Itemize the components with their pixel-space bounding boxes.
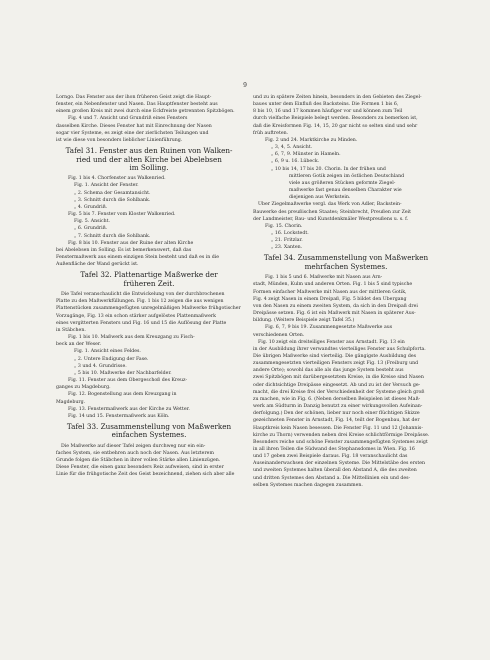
text-line: mittleren Gotik zeigen im östlichen Deutschland bbox=[289, 173, 405, 179]
text-line: Fig. 12. Bogenstellung aus dem Kreuzgang in bbox=[68, 392, 177, 398]
section-heading: Tafel 33. Zusammenstellung von Maßwerken einfachen Systemes. bbox=[66, 421, 232, 440]
text-line: Fig. 4 und 7. Ansicht und Grundriß eines Fensters bbox=[68, 116, 188, 122]
text-line: macht, die drei Kreise frei der Verschiedenheit der Systeme gleich groß bbox=[253, 389, 425, 395]
text-line: „ 7. Schnitt durch die Sohlbank. bbox=[74, 233, 151, 239]
text-line: sogar vier Systeme, es zeigt eine der zierlichsten Teilungen und bbox=[56, 130, 209, 136]
text-line: Fig. 5 bis 7. Fenster vom Kloster Walkenried. bbox=[68, 212, 176, 218]
text-line: „ 3, 4, 5. Ansicht. bbox=[271, 145, 313, 151]
text-line: durch vielfache Beispiele belegt werden. Besonders zu bemerken ist, bbox=[253, 116, 418, 122]
section-heading: Tafel 32. Plattenartige Maßwerke der früheren Zeit. bbox=[80, 270, 218, 288]
text-line: verschiedenen Orten. bbox=[253, 332, 305, 338]
text-line: Fig. 11. Fenster aus dem Obergeschoß des Kreuz- bbox=[68, 378, 188, 384]
text-line: Fig. 2 und 24. Marktkirche zu Minden. bbox=[265, 137, 358, 143]
text-line: Lorngo. Das Fenster aus der ihon früheren Geist zeigt die Haupt- bbox=[56, 95, 212, 100]
text-line: Die Maßwerke auf dieser Tafel zeigen durchweg nur ein ein- bbox=[61, 443, 206, 449]
text-line: „ 5 bis 10. Maßwerke der Nachbarfelder. bbox=[74, 370, 172, 376]
text-line: stadt, Münden, Kulm und anderen Orten. Fig. 1 bis 5 sind typische bbox=[253, 282, 413, 288]
text-line: Fig. 8 bis 10. Fenster aus der Ruine der alten Kirche bbox=[68, 240, 194, 246]
text-line: „ 21. Fritzlar. bbox=[271, 238, 303, 244]
text-line: „ 6, 9 u. 16. Lübeck. bbox=[271, 159, 320, 165]
text-line: 8 bis 10, 16 und 17 kommen häufiger vor und können zum Teil bbox=[253, 109, 403, 115]
text-line: einem großen Kreis mit zwei durch eine Eckfreiste getrennten Spitzbögen. bbox=[56, 109, 235, 115]
text-line: Fig. 1 bis 4. Chorfenster aus Walkenried. bbox=[68, 176, 166, 182]
text-line: Fig. 1 bis 10. Maßwerk aus dem Kreuzgang zu Fisch- bbox=[68, 335, 195, 341]
text-line: Grunde folgen die Stäbchen in ihrer vollen Stärke allen Linienzügen. bbox=[56, 458, 221, 464]
text-line: Fig. 1. Ansicht eines Feldes. bbox=[74, 349, 141, 355]
text-line: „ 4. Grundriß. bbox=[74, 204, 108, 210]
text-line: in der Ausbildung ihrer verwandtes vierteiliges Fenster aus Schulpforta. bbox=[253, 346, 426, 352]
text-line: Fig. 14 und 15. Fenstermaßwerk aus Köln. bbox=[68, 413, 170, 419]
text-line: oder dichtsichtige Dreipässe eingesetzt. Ab und zu ist der Versuch ge- bbox=[253, 382, 421, 388]
text-line: Plattenstücken zusammengefügten unregelmäßigen Maßwerke frühgotischer bbox=[56, 306, 241, 312]
text-line: in all ihren Teilen die Südwand des Stephansdomes in Wien. Fig. 16 bbox=[253, 447, 415, 452]
section-heading: Tafel 34. Zusammenstellung von Maßwerken mehrfachen Systemes. bbox=[263, 253, 429, 271]
text-line: zusammengesetzten vierteiligen Fensters zeigt Fig. 13 (Freiburg und bbox=[253, 361, 419, 367]
text-line: „ 6. Grundriß. bbox=[74, 226, 108, 232]
text-line: Die übrigen Maßwerke sind vierteilig. Die gängigste Ausbildung des bbox=[253, 353, 417, 359]
text-line: und zu in spätere Zeiten hinein, besonders in den Gebieten des Ziegel- bbox=[253, 95, 422, 100]
left-text-column bbox=[56, 94, 242, 479]
text-line: der Landmeister, Bau- und Kunstdenkmäler Westpreußens u. s. f. bbox=[253, 216, 409, 222]
text-line: von den Nasen zu einem zweiten System, da sich in den Dreipaß drei bbox=[253, 303, 418, 309]
text-line: Fig. 1. Ansicht der Fenster. bbox=[74, 183, 139, 189]
text-line: Außenfläche der Wand gerückt ist. bbox=[56, 262, 139, 268]
text-line: eines vergitterten Fensters und Fig. 16 und 15 die Auflösung der Platte bbox=[56, 320, 227, 326]
text-line: maßwerke fast genau denselben Charakter wie bbox=[289, 188, 402, 194]
text-line: „ 16. Lockstedt. bbox=[271, 230, 309, 236]
text-line: derfolgung.) Den der schönen, lieber nur noch einer flüchtigen Skizze bbox=[253, 411, 420, 417]
text-line: zu machen, wie in Fig. 6. (Neben derselben Beispielen ist dieses Maß- bbox=[253, 396, 421, 402]
text-line: Bauwerke des preußischen Staates; Steinbrecht, Preußen zur Zeit bbox=[253, 209, 412, 215]
text-line: ganges zu Magdeburg. bbox=[56, 385, 111, 391]
section-heading: Tafel 31. Fenster aus den Ruinen von Walken- ried und der alten Kirche bei Abelebsen im Solling. bbox=[65, 146, 233, 172]
text-line: Fig. 5. Ansicht. bbox=[74, 219, 111, 225]
text-line: beck an der Weser. bbox=[56, 342, 102, 348]
text-line: „ 3. Schnitt durch die Sohlbank. bbox=[74, 197, 151, 203]
text-line: Hauptkreis kein Nasen besessen. Die Fenster Fig. 11 und 12 (Johannis- bbox=[253, 425, 423, 431]
text-line: Fenstermaßwerk aus einem einzigen Stein besteht und daß es in die bbox=[56, 255, 220, 261]
text-line: Besonders reiche und schöne Fenster zusammengefügten Systemes zeigt bbox=[253, 439, 428, 445]
text-line: selben Systemes machen dagegen zusammen. bbox=[253, 482, 363, 488]
text-line: dasselben Kirche. Dieses Fenster hat mit Einrechnung der Nasen bbox=[56, 123, 212, 129]
text-line: und dritten Systemes den Abstand a. Die Mittellinien ein und des- bbox=[253, 475, 411, 481]
text-line: Fig. 4 zeigt Nasen in einem Dreipaß, Fig. 5 bildet den Übergang bbox=[253, 296, 407, 302]
page-number: 9 bbox=[243, 82, 247, 89]
text-line: kirche zu Thorn) verwenden neben drei Kreise schlichtförmige Dreipässe. bbox=[253, 432, 430, 438]
text-line: daß die Kreisformen Fig. 14, 15, 20 gar nicht so selten sind und sehr bbox=[253, 123, 418, 129]
text-line: Dreipässe setzen. Fig. 6 ist ein Maßwerk mit Nasen in späterer Aus- bbox=[253, 311, 416, 317]
text-line: und zweiten Systemes halten überall den Abstand A, die des zweiten bbox=[253, 468, 417, 474]
text-line: diejenigen aus Werkstein. bbox=[289, 195, 351, 201]
text-line: bei Abelebsen im Solling. Es ist bemerkenswert, daß das bbox=[56, 247, 192, 253]
text-line: Über Ziegelmaßwerke vergl. das Werk von Adler, Backstein- bbox=[258, 202, 402, 208]
text-line: Fig. 10 zeigt ein dreiteiliges Fenster aus Arnstadt. Fig. 13 ein bbox=[258, 339, 405, 345]
text-line: früh auftreten. bbox=[253, 130, 289, 136]
text-line: fenster, ein Nebenfenster und Nasen. Das Hauptfenster besteht aus bbox=[56, 102, 218, 108]
text-line: Fig. 15. Chorin. bbox=[265, 223, 303, 229]
text-line: Formen einfacher Maßwerke mit Nasen aus der mittleren Gotik, bbox=[253, 289, 407, 295]
text-line: Magdeburg. bbox=[56, 399, 86, 405]
text-line: in Stäbchen. bbox=[56, 327, 86, 333]
text-line: Die Tafel veranschaulicht die Entwickelung von der durchbrochenen bbox=[61, 292, 225, 298]
text-line: „ 6, 7, 9. Münster in Hameln. bbox=[271, 152, 341, 158]
text-line: gezeichneten Fenster in Arnstadt, Fig. 14, teilt der Bogenbau, hat der bbox=[253, 418, 420, 424]
text-line: bildung. (Weitere Beispiele zeigt Tafel 35.) bbox=[253, 318, 355, 324]
text-line: Platte zu den Maßwerkfüllungen. Fig. 1 bis 12 zeigen die aus wenigen bbox=[56, 299, 224, 305]
text-line: Fig. 6, 7, 9 bis 19. Zusammengesetzte Maßwerke aus bbox=[265, 325, 393, 331]
text-line: „ 10 bis 14, 17 bis 20. Chorin. In der frühen und bbox=[271, 166, 386, 172]
text-line: „ 2. Schema der Gesamtansicht. bbox=[74, 190, 151, 196]
text-line: faches System, sie entbehren auch noch der Nasen. Aus letzterem bbox=[56, 450, 214, 456]
text-line: Diese Fenster, die einen ganz besonders Reiz aufweisen, sind in erster bbox=[56, 465, 224, 471]
text-line: Vorzugänge, Fig. 13 ein schon stärker aufgelöstes Plattenmaßwerk bbox=[56, 313, 216, 319]
text-line: Fig. 13. Fenstermaßwerk aus der Kirche zu Wetter. bbox=[68, 406, 190, 412]
right-text-column bbox=[253, 94, 439, 489]
text-line: Linie für die frühgotische Zeit des Geist bezeichnend, ziehen sich aber alle bbox=[56, 472, 235, 478]
text-line: Auseinanderwachsen der einzelnen Systeme. Die Mittelstäbe des ersten bbox=[253, 461, 426, 467]
text-line: baues unter dem Einfluß des Backsteins. Die Formen 1 bis 6, bbox=[253, 102, 399, 108]
text-line: andere Orte); sowohl das alle als das junge System besteht aus bbox=[253, 368, 404, 374]
text-line: viele aus größeren Stücken geformte Ziegel- bbox=[289, 180, 396, 186]
text-line: und 17 geben zwei Beispiele daraus. Fig. 18 veranschaulicht das bbox=[253, 454, 408, 460]
text-line: werk am Südturm in Danzig benutzt zu einer wirkungsvollen Aufeinan- bbox=[253, 404, 423, 410]
text-line: ist wie diese von besonders lieblicher Linienführung. bbox=[56, 137, 183, 143]
text-line: zwei Spitzbögen mit darübergesetztem Kreise, in die Kreise sind Nasen bbox=[253, 375, 424, 381]
text-line: „ 23. Xanten. bbox=[271, 245, 303, 251]
text-line: „ 2. Untere Endigung der Fase. bbox=[74, 356, 149, 362]
text-line: „ 3 und 4. Grundrisse. bbox=[74, 363, 127, 369]
text-line: Fig. 1 bis 5 und 6. Maßwerke mit Nasen aus Arn- bbox=[265, 275, 383, 281]
